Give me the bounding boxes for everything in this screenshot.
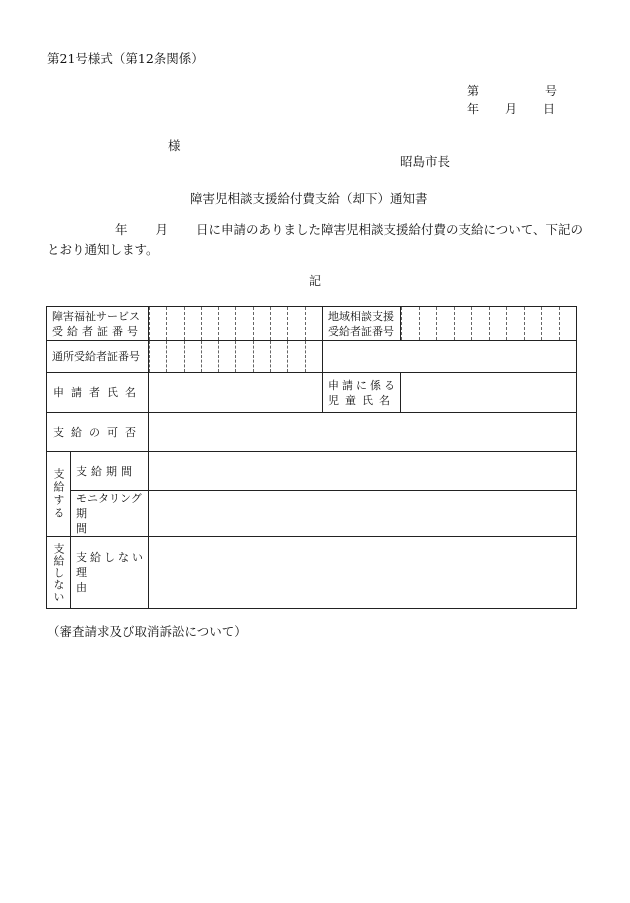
approval-label: 支給の可否 xyxy=(47,413,149,452)
table-row xyxy=(47,413,577,452)
nongrant-group-label: 支給しない xyxy=(47,537,71,609)
addressee: 様 xyxy=(168,138,181,153)
grant-period-field[interactable] xyxy=(149,452,577,491)
body-text: 日に申請のありました障害児相談支援給付費の支給について、下記のとおり通知します。 xyxy=(47,222,584,257)
nongrant-reason-label: 支給しない 理由 xyxy=(71,537,149,609)
monitoring-field[interactable] xyxy=(149,491,577,537)
applicant-name-field[interactable] xyxy=(149,373,323,413)
grant-period-label: 支給期間 xyxy=(71,452,149,491)
ki-heading: 記 xyxy=(309,274,322,288)
day-care-digits[interactable] xyxy=(149,341,323,373)
date-month: 月 xyxy=(505,102,518,116)
service-recipient-label: 障害福祉サービス 受給者証番号 xyxy=(47,307,149,341)
approval-field[interactable] xyxy=(149,413,577,452)
document-number-line xyxy=(467,82,557,99)
document-title: 障害児相談支援給付費支給（却下）通知書 xyxy=(190,191,428,206)
notice-form-table xyxy=(46,306,577,609)
regional-support-digits[interactable] xyxy=(401,307,577,341)
day-care-blank xyxy=(323,341,577,373)
table-row xyxy=(47,452,577,491)
table-row xyxy=(47,491,577,537)
table-row xyxy=(47,537,577,609)
date-day: 日 xyxy=(543,102,556,116)
grant-group-label: 支給する xyxy=(47,452,71,537)
appeal-note: （審査請求及び取消訴訟について） xyxy=(47,624,247,639)
regional-support-label: 地域相談支援 受給者証番号 xyxy=(323,307,401,341)
date-line xyxy=(467,100,555,117)
form-id: 第21号様式（第12条関係） xyxy=(47,51,204,66)
body-year: 年 xyxy=(115,222,128,237)
number-suffix: 号 xyxy=(545,84,558,98)
service-recipient-digits[interactable] xyxy=(149,307,323,341)
date-year: 年 xyxy=(467,102,480,116)
child-name-label: 申請に係る 児童氏名 xyxy=(323,373,401,413)
nongrant-reason-field[interactable] xyxy=(149,537,577,609)
monitoring-label: モニタリング 期間 xyxy=(71,491,149,537)
day-care-label: 通所受給者証番号 xyxy=(47,341,149,373)
applicant-name-label: 申請者氏名 xyxy=(47,373,149,413)
table-row xyxy=(47,341,577,373)
body-month: 月 xyxy=(155,222,169,237)
body-paragraph xyxy=(47,220,587,260)
number-prefix: 第 xyxy=(467,84,480,98)
child-name-field[interactable] xyxy=(401,373,577,413)
issuer: 昭島市長 xyxy=(400,154,451,169)
table-row xyxy=(47,373,577,413)
table-row xyxy=(47,307,577,341)
